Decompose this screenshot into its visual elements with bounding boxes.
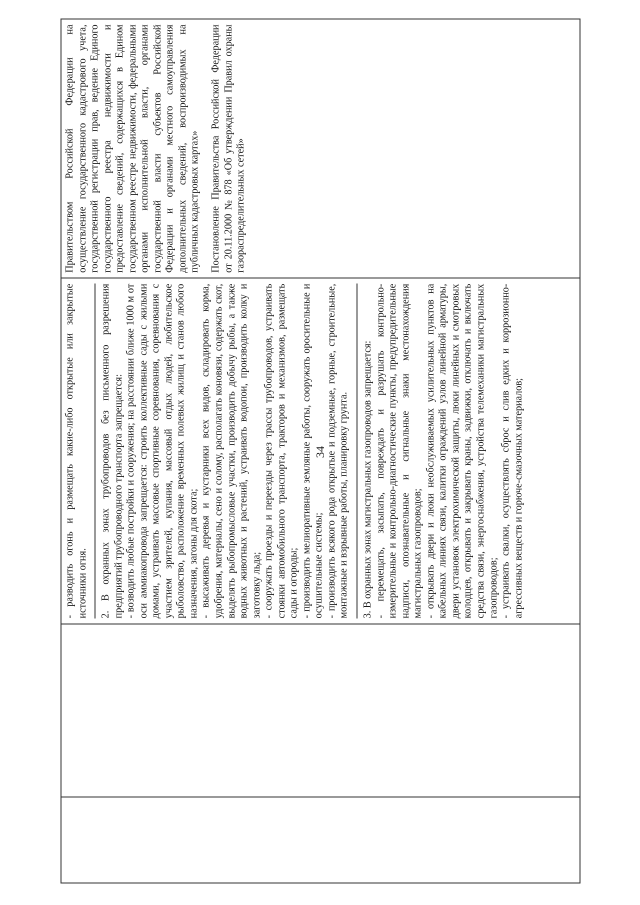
restriction-item: - возводить любые постройки и сооружения; на расстоянии ближе 1000 м от оси аммиакопровода запрещается: строить коллективные сады с жилыми домами, устраивать массовые спортивные соревнования, соревнования с участием зрителей, купания, массовый отдых людей, любительское рыболовство, расположение временных полевых жилищ и станов любого назначения, загоны для скота;: [125, 283, 199, 619]
restriction-item: - производить мелиоративные земляные работы, сооружать оросительные и осушительные системы;: [300, 283, 325, 619]
restriction-item: - устраивать свалки, осуществлять сброс и слив едких и коррозионно-агрессивных веществ и горюче-смазочных материалов;: [500, 283, 524, 619]
table-cell-legal-basis: [61, 19, 580, 278]
restriction-item: - высаживать деревья и кустарники всех видов, складировать корма, удобрения, материалы, сено и солому, располагать коновязи, содержать скот, выделять рыбопромысловые участки, производить добычу рыбы, а также водных животных и растений, устраивать водопои, производить колку и заготовку льда;: [200, 283, 262, 619]
restriction-item: - разводить огонь и размещать какие-либо открытые или закрытые источники огня.: [64, 283, 88, 619]
section-heading: 3. В охранных зонах магистральных газопроводов запрещается:: [362, 340, 374, 619]
restriction-item: - открывать двери и люки необслуживаемых усилительных пунктов на кабельных линиях связи, калитки ограждений узлов линейной арматуры, двери установок электрохимической защиты, люки линейных и смотровых колодцев, открывать и закрывать краны, задвижки, отключать и включать средства связи, энергоснабжения, устройства телемеханики магистральных газопроводов;: [424, 283, 499, 619]
restriction-section-2: [100, 284, 357, 619]
regulations-table: [60, 19, 580, 884]
table-row: [61, 19, 580, 883]
page-number: 34: [313, 446, 327, 458]
restriction-item: - производить всякого рода открытые и подземные, горные, строительные, монтажные и взрывные работы, планировку грунта.: [325, 283, 350, 619]
restriction-item: - перемещать, засыпать, повреждать и разрушать контрольно-измерительные и контрольно-диагностические пункты, предупредительные надписи, опознавательные и сигнальные знаки местонахождения магистральных газопроводов;: [374, 283, 424, 619]
table-cell-restrictions: [61, 278, 580, 624]
legal-reference: Правительством Российской Федерации на осуществление государственного кадастрового учета, государственной регистрации прав, ведение Единого государственного реестра недвижимости и предоставление сведений, содержащихся в Едином государственном реестре недвижимости, федеральными органами исполнительной власти, органами государственной власти субъектов Российской Федерации и органами местного самоуправления дополнительных сведений, воспроизводимых на публичных кадастровых картах»: [64, 24, 201, 273]
rotated-page-content: [60, 19, 580, 884]
section-heading: 2. В охранных зонах трубопроводов без письменного разрешения предприятий трубопроводного транспорта запрещается:: [100, 283, 124, 619]
table-cell-number: [61, 797, 580, 883]
restriction-section-3: [362, 284, 525, 619]
restriction-item: - сооружать проезды и переезды через трассы трубопроводов, устраивать стоянки автомобильного транспорта, тракторов и механизмов, размещать сады и огороды;: [263, 283, 300, 619]
table-cell-object: [61, 624, 580, 797]
legal-reference: Постановление Правительства Российской Федерации от 20.11.2000 № 878 «Об утверждении Правил охраны газораспределительных сетей»: [210, 24, 247, 273]
restriction-intro: [64, 284, 95, 619]
